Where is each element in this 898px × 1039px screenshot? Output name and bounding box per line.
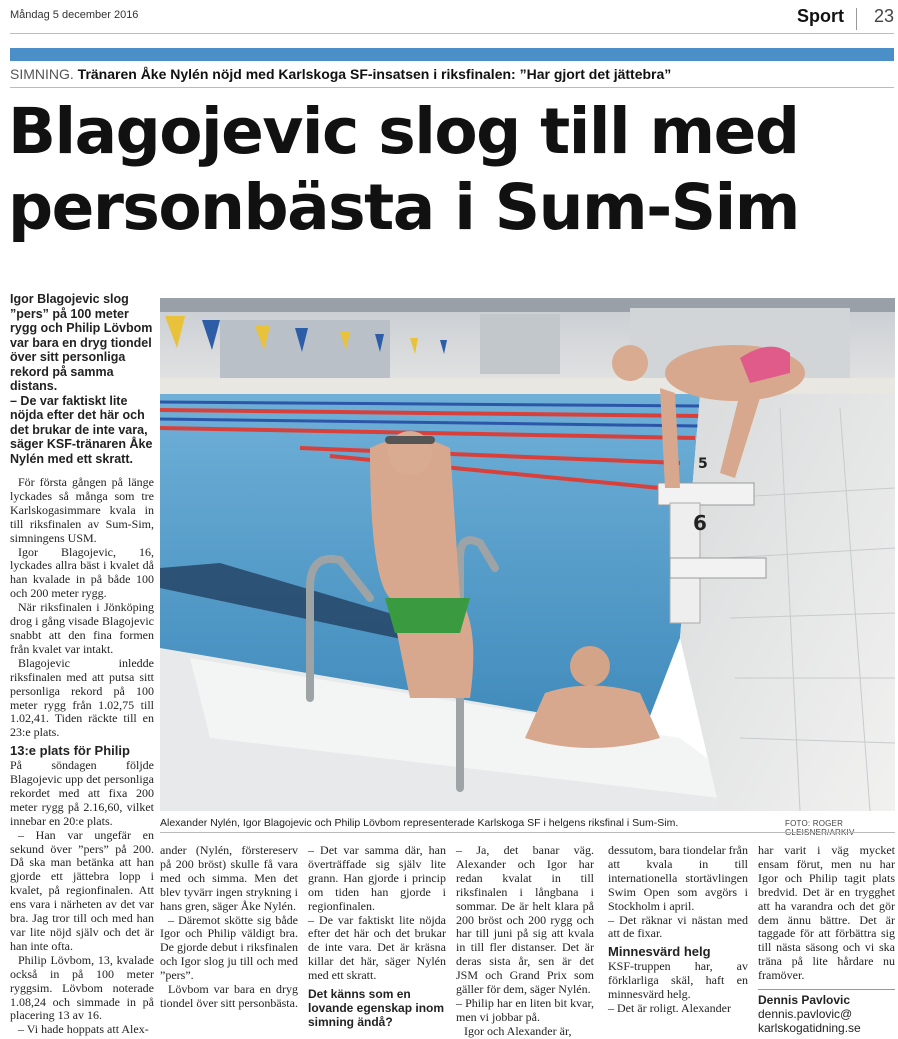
body-paragraph: Igor Blagojevic, 16, lyckades allra bäst i kvalet då han kvalade in på både 100 och 200 meter rygg. — [10, 544, 154, 601]
kicker-tag: SIMNING. — [10, 66, 74, 82]
body-paragraph: har varit i väg mycket ensam förut, men nu har Igor och Philip tagit plats bredvid. Det är en trygghet att ha varandra och det gör dem ännu bättre. Det är taggade för att förbättra sig till nästa säsong och vi ska träna på lite hårdare nu framöver. — [758, 843, 895, 983]
article-column-5 — [608, 844, 748, 1016]
body-paragraph: dessutom, bara tiondelar från att kvala in till internationella stortävlingen Swim Open som avgörs i Stockholm i april. — [608, 843, 748, 913]
starting-block-number: 5 — [698, 456, 708, 472]
headline-line-2: personbästa i Sum-Sim — [8, 171, 799, 244]
headline — [8, 94, 896, 246]
body-paragraph: ander (Nylén, förstereserv på 200 bröst) skulle få vara med och simma. Men det blev tyvärr ingen strykning i hans gren, säger Åke Nylén. — [160, 843, 298, 913]
byline-email[interactable]: dennis.pavlovic@ — [758, 1006, 853, 1021]
article-column-3 — [308, 844, 446, 1033]
body-paragraph: – Det var samma där, han överträffade sig själv lite grann. Han gjorde i princip om tiden han gjorde i regionfinalen. — [308, 843, 446, 913]
body-paragraph: – Ja, det banar väg. Alexander och Igor har redan kvalat in till riksfinalen i långbana i sommar. De är helt klara på 200 bröst och 200 rygg och har till juni på sig att kvala in till fler distanser. Det är deras sista år, sen är det JSM och Grand Prix som gäller för dem, säger Nylén. — [456, 843, 594, 997]
page-number: 23 — [874, 6, 895, 26]
body-paragraph: – Det räknar vi nästan med att de fixar. — [608, 912, 748, 941]
kicker-text: Tränaren Åke Nylén nöjd med Karlskoga SF-insatsen i riksfinalen: ”Har gjort det jättebra” — [77, 66, 672, 82]
body-paragraph: – Philip har en liten bit kvar, men vi jobbar på. — [456, 995, 594, 1024]
body-paragraph: På söndagen följde Blagojevic upp det personliga rekordet med att fixa 200 meter rygg på 2.16,60, vilket innebar en 20:e plats. — [10, 758, 154, 828]
body-paragraph: Philip Lövbom, 13, kvalade också in på 100 meter ryggsim. Lövbom noterade 1.08,24 och simmade in på placering 13 av 16. — [10, 952, 154, 1023]
header-rule — [10, 33, 894, 34]
body-paragraph: – Det är roligt. Alexander — [608, 1000, 731, 1015]
kicker — [10, 66, 671, 82]
article-column-2 — [160, 844, 298, 1011]
body-paragraph: – Han var ungefär en sekund över ”pers” på 200. Då ska man betänka att han gjorde ett jättebra lopp i kvalet, på regionfinalen. Att ens vara i närheten av det var bra. Jag tror till och med han var lite nöjd själv och det är han inte ofta. — [10, 827, 154, 953]
body-paragraph: När riksfinalen i Jönköping drog i gång visade Blagojevic snabbt att den fina formen från kvalet var intakt. — [10, 600, 154, 656]
photo-credit: FOTO: ROGER — [785, 819, 844, 828]
kicker-rule — [10, 87, 894, 88]
body-paragraph: Lövbom var bara en dryg tiondel över sitt personbästa. — [160, 982, 298, 1010]
interview-question: Det känns som en lovande egenskap inom simning ändå? — [308, 987, 445, 1030]
body-paragraph: – De var faktiskt lite nöjda efter det här och det brukar de inte vara. Det är kräsna killar det här, säger Nylén med ett skratt. — [308, 912, 446, 983]
body-paragraph: KSF-truppen har, av förklarliga skäl, haft en minnesvärd helg. — [608, 959, 748, 1002]
body-paragraph: Blagojevic inledde riksfinalen med att putsa sitt personliga rekord på 100 meter rygg från 1.02,75 till 1.02,41. Tiden räckte till en 23:e plats. — [10, 655, 154, 740]
pool-photo — [160, 298, 895, 811]
body-paragraph: Igor och Alexander är, — [464, 1023, 572, 1038]
body-paragraph: – Vi hade hoppats att Alex- — [18, 1022, 149, 1037]
ingress-paragraph: Igor Blagojevic slog ”pers” på 100 meter rygg och Philip Lövbom var bara en dryg tiondel över sitt personliga rekord på samma distans. — [10, 292, 153, 393]
ingress — [10, 292, 154, 466]
byline — [758, 994, 895, 1036]
article-column-4 — [456, 844, 594, 1039]
starting-block-number: 6 — [693, 511, 707, 535]
headline-line-1: Blagojevic slog till med — [8, 95, 799, 168]
byline-name: Dennis Pavlovic — [758, 993, 851, 1008]
body-paragraph: – Däremot skötte sig både Igor och Philip väldigt bra. De gjorde debut i riksfinalen och Igor slog ju till och med ”pers”. — [160, 912, 298, 983]
photo-caption: Alexander Nylén, Igor Blagojevic och Philip Lövbom representerade Karlskoga SF i helgens riksfinal i Sum-Sim. — [160, 817, 679, 829]
byline-email-domain[interactable]: karlskogatidning.se — [758, 1020, 861, 1035]
article-column-1 — [10, 292, 154, 1037]
ingress-quote: – De var faktiskt lite nöjda efter det här och det brukar de inte vara, säger KSF-tränaren Åke Nylén med ett skratt. — [10, 393, 153, 466]
body-paragraph: För första gången på länge lyckades så många som tre Karlskogasimmare kvala in till riksfinalen av Sum-Sim, simningens USM. — [10, 475, 154, 545]
subheading: 13:e plats för Philip — [10, 743, 130, 759]
article-column-6 — [758, 844, 895, 1036]
caption-rule — [160, 832, 895, 833]
pool-photo-illustration — [160, 298, 895, 811]
byline-rule — [758, 989, 895, 990]
section-label: Sport — [797, 6, 844, 26]
section-color-band — [10, 48, 894, 61]
issue-date: Måndag 5 december 2016 — [10, 9, 139, 21]
header-divider — [856, 8, 857, 30]
subheading: Minnesvärd helg — [608, 944, 711, 960]
